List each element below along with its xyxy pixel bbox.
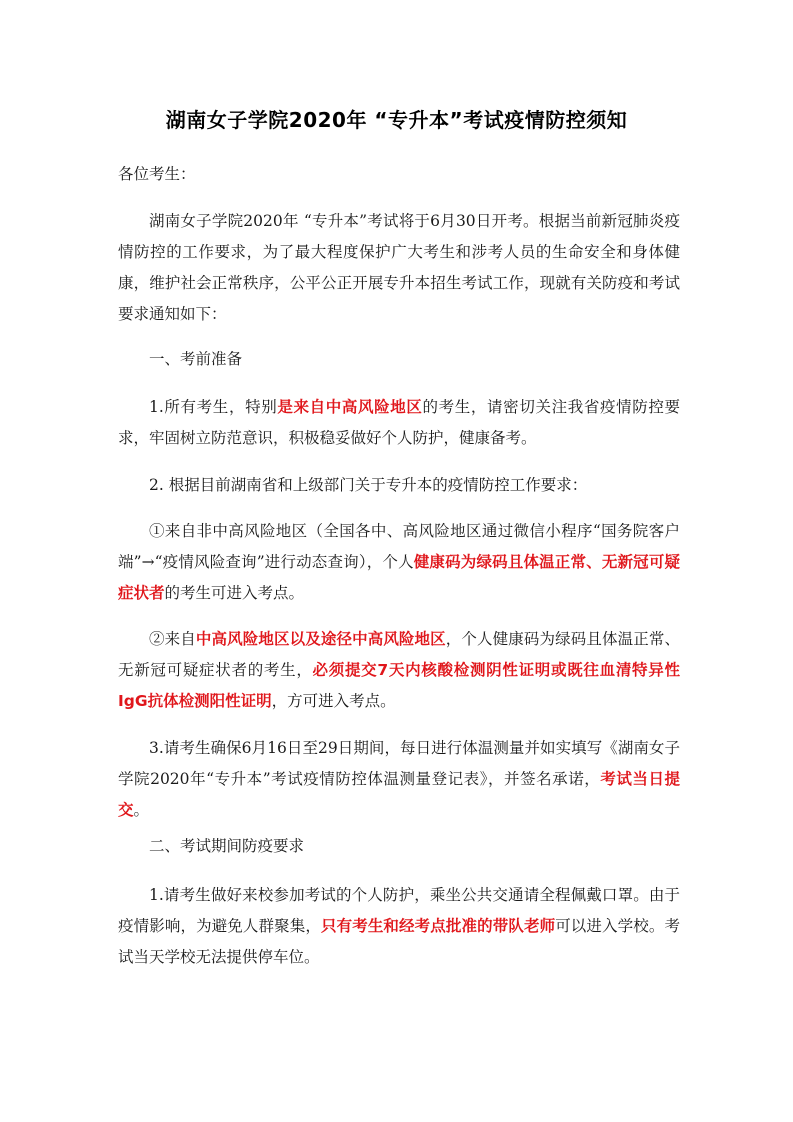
section-1-sub-1-highlight: 健康码为绿码且体温正常、无新冠可疑症状者 [118, 553, 680, 602]
section-1-heading: 一、考前准备 [149, 350, 243, 368]
section-1-sub-2-text-mid: ，个人健康码为绿码且体温正常、无新冠可疑症状者的考生， [118, 630, 680, 679]
section-1-sub-1-text-end: 的考生可进入考点。 [164, 584, 305, 602]
section-2-item-1 [118, 880, 680, 973]
section-1-sub-1 [118, 516, 680, 609]
section-1-item-2: 2. 根据目前湖南省和上级部门关于专升本的疫情防控工作要求： [149, 476, 588, 494]
document-title: 湖南女子学院2020年 “专升本”考试疫情防控须知 [165, 108, 628, 132]
section-2-item-1-text-end: 可以进入学校。考试当天学校无法提供停车位。 [118, 917, 680, 966]
section-1-sub-2 [118, 624, 680, 717]
section-1-item-1-text-end: 的考生，请密切关注我省疫情防控要求，牢固树立防范意识，积极稳妥做好个人防护，健康备考。 [118, 398, 680, 447]
section-1-sub-2-highlight-2: 必须提交7天内核酸检测阴性证明或既往血清特异性IgG抗体检测阳性证明 [118, 661, 680, 710]
section-1-item-3 [118, 733, 680, 826]
section-1-item-1-text: 1.所有考生，特别 [149, 398, 278, 416]
section-1-sub-2-text: ②来自 [149, 630, 196, 648]
section-2-heading: 二、考试期间防疫要求 [149, 837, 305, 855]
section-1-item-1-highlight: 是来自中高风险地区 [277, 398, 423, 416]
greeting: 各位考生： [118, 165, 196, 183]
section-1-item-3-text: 3.请考生确保6月16日至29日期间，每日进行体温测量并如实填写《湖南女子学院2020年“专升本”考试疫情防控体温测量登记表》，并签名承诺， [118, 739, 680, 788]
section-1-item-3-text-end: 。 [133, 801, 150, 819]
section-1-sub-1-text: ①来自非中高风险地区（全国各中、高风险地区通过微信小程序“国务院客户端”→“疫情风险查询”进行动态查询），个人 [118, 522, 680, 571]
section-1-sub-2-highlight-1: 中高风险地区以及途径中高风险地区 [195, 630, 446, 648]
section-1-item-3-highlight: 考试当日提交 [118, 770, 680, 819]
section-2-item-1-text: 1.请考生做好来校参加考试的个人防护，乘坐公共交通请全程佩戴口罩。由于疫情影响，为避免人群聚集， [118, 886, 680, 935]
intro-paragraph: 湖南女子学院2020年 “专升本”考试将于6月30日开考。根据当前新冠肺炎疫情防控的工作要求，为了最大程度保护广大考生和涉考人员的生命安全和身体健康，维护社会正常秩序，公平公正开展专升本招生考试工作，现就有关防疫和考试要求通知如下： [118, 212, 680, 323]
section-1-item-1 [118, 392, 680, 454]
section-1-sub-2-text-end: ，方可进入考点。 [271, 692, 396, 710]
section-2-item-1-highlight: 只有考生和经考点批准的带队老师 [320, 917, 556, 935]
